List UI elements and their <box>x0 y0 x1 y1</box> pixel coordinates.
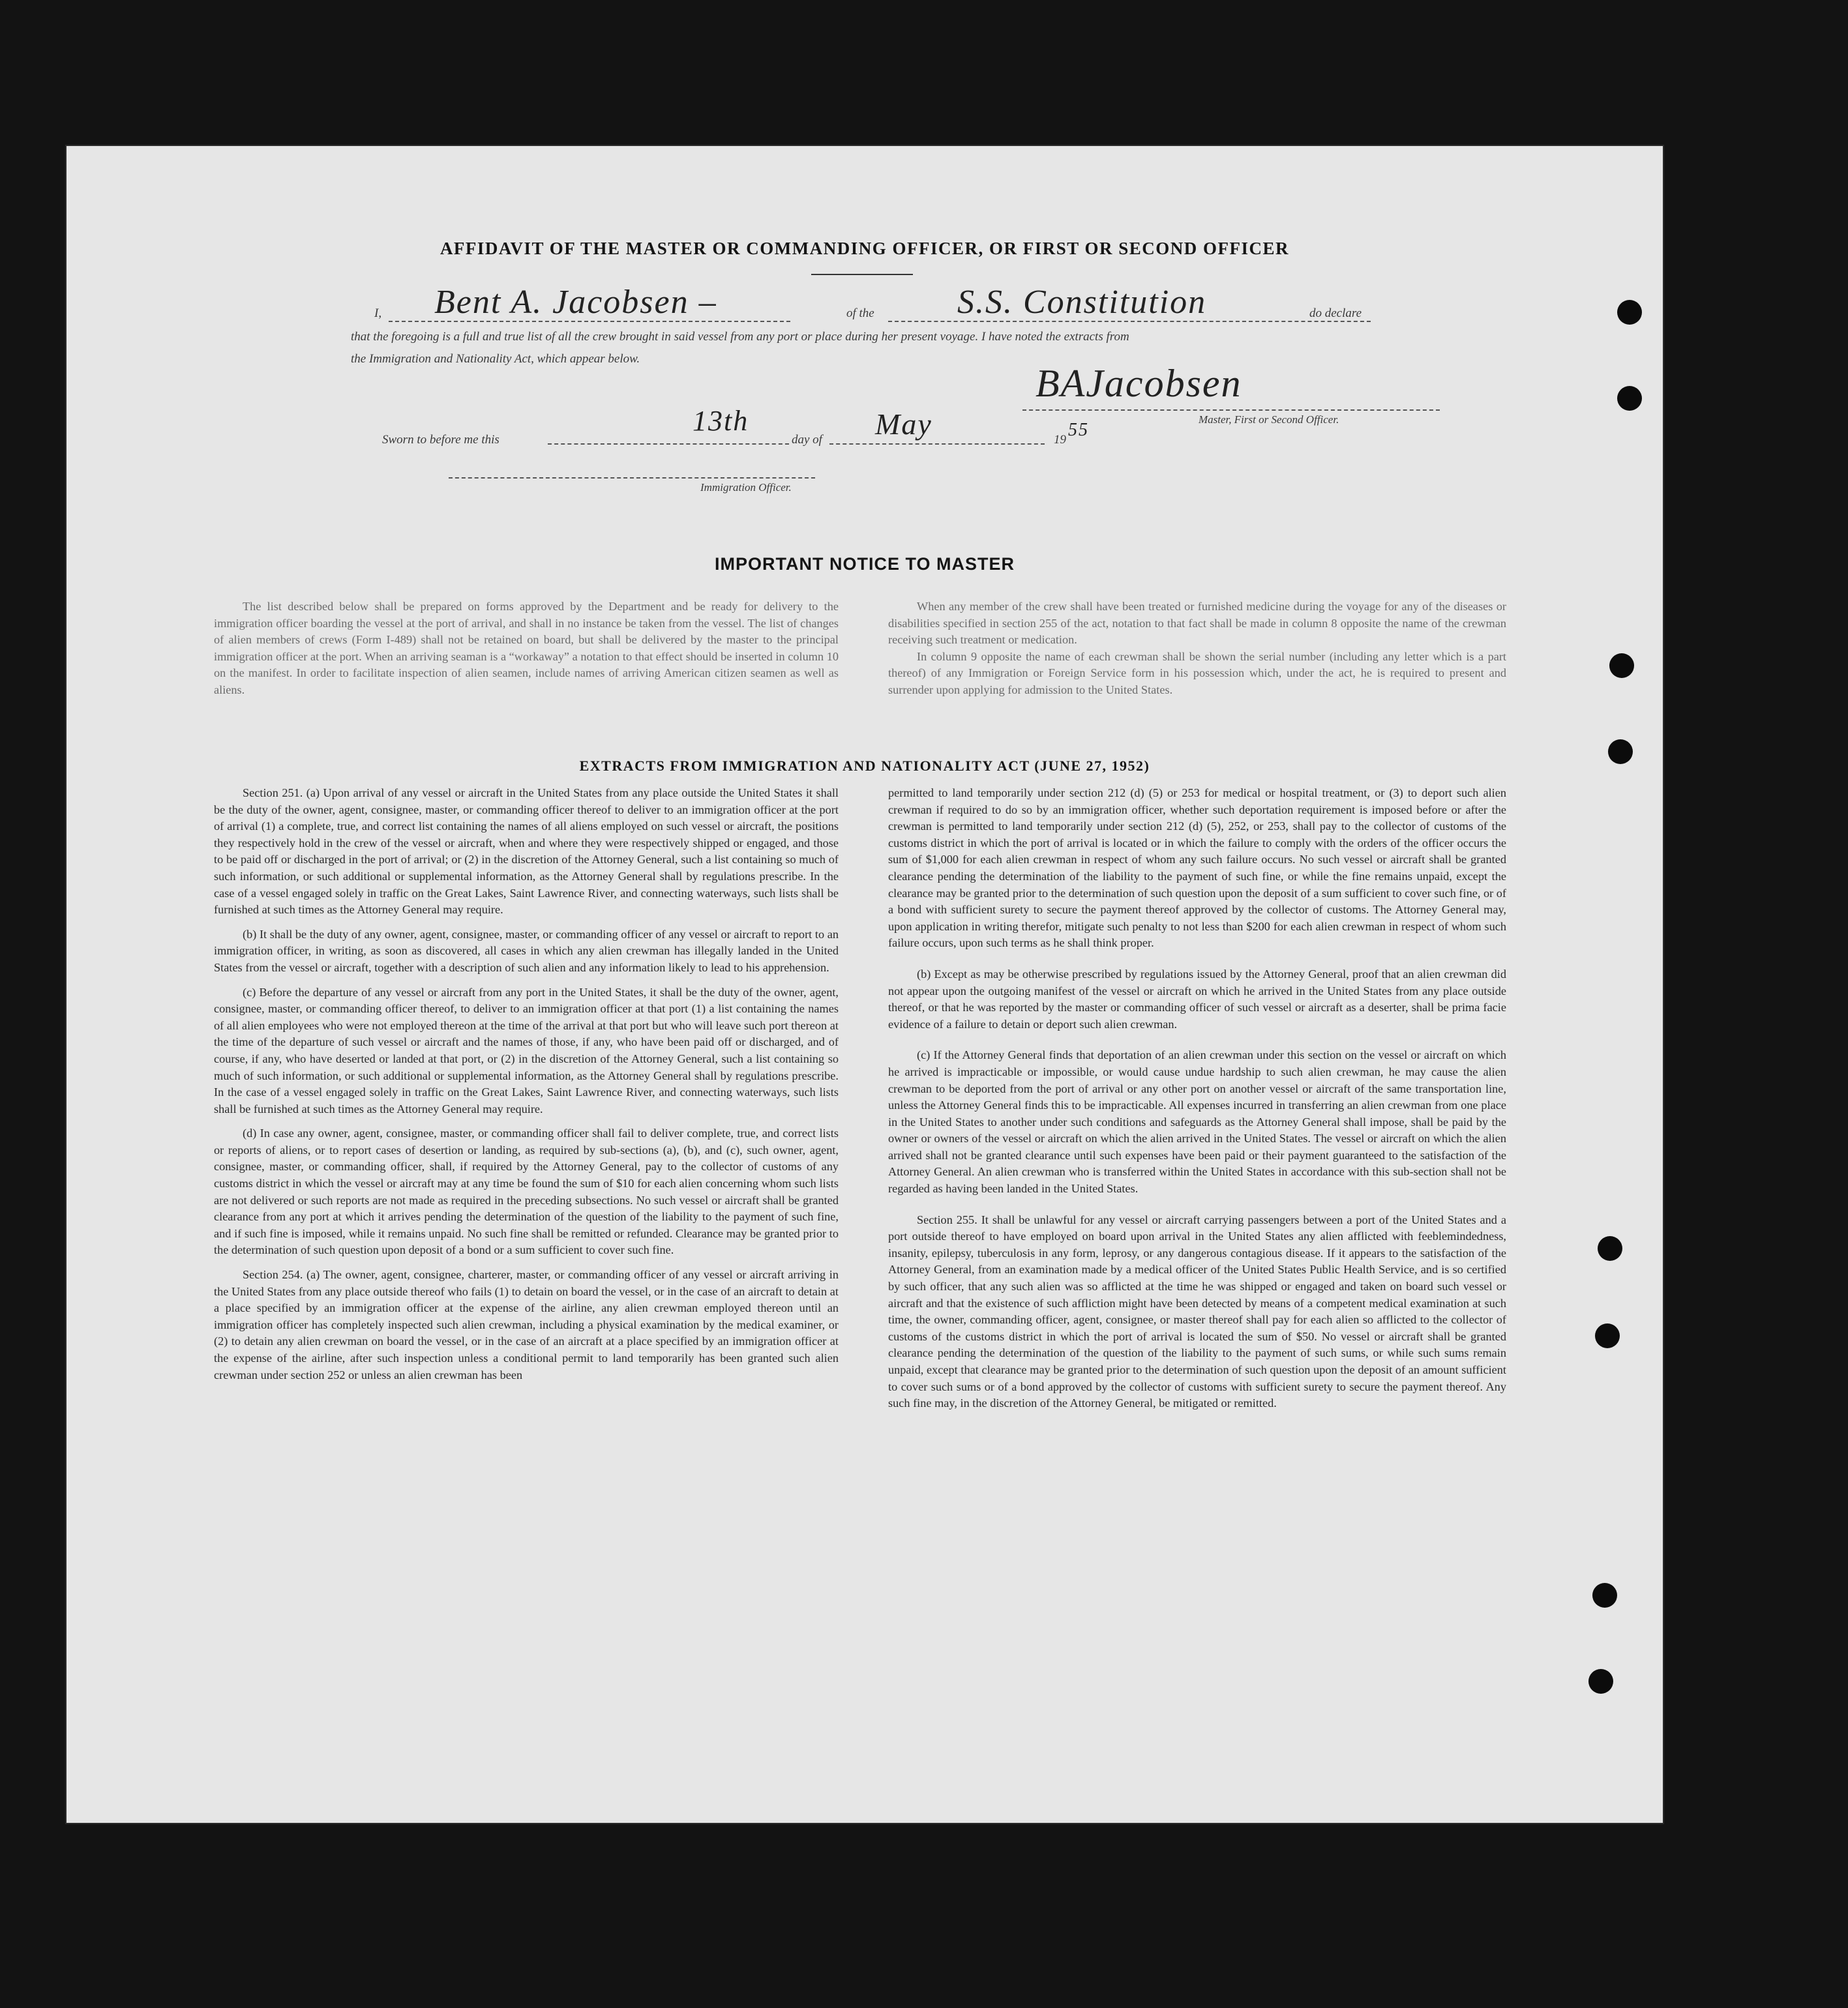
month-line <box>829 443 1045 445</box>
section-254-a: Section 254. (a) The owner, agent, consignee, charterer, master, or commanding officer of any vessel or aircraft arriving in the United States from any place outside thereof who fails (1) to detain on board the vessel, or in the case of an aircraft to detain at a place specified by an immigration officer at the expense of the airline, any alien crewman employed thereon until an immigration officer has completely inspected such alien crewman, including a physical examination by the medical examiner, or (2) to detain any alien crewman on board the vessel, or in the case of an aircraft at a place specified by an immigration officer at the expense of the airline, after such inspection unless a conditional permit to land temporarily has been granted such alien crewman under section 252 or unless an alien crewman has been <box>214 1268 839 1381</box>
sworn-month-handwritten: May <box>875 407 932 441</box>
notice-right-column <box>888 598 1506 699</box>
title-divider <box>811 274 913 275</box>
notice-left-column <box>214 598 839 699</box>
affidavit-title: AFFIDAVIT OF THE MASTER OR COMMANDING OFFICER, OR FIRST OR SECOND OFFICER <box>440 239 1290 258</box>
officer-line <box>449 477 815 479</box>
sworn-day-handwritten: 13th <box>693 405 749 437</box>
section-251-d: (d) In case any owner, agent, consignee, master, or commanding officer shall fail to deliver complete, true, and correct lists or reports of aliens, or to report cases of desertion or landing, as required by sub-sections (a), (b), and (c), such owner, agent, consignee, master, or commanding officer, shall, if required by the Attorney General, pay to the collector of customs of any customs district in which the vessel or aircraft may at any time be found the sum of $10 for each alien concerning whom such lists are not delivered or such reports are not made as required in the preceding subsections. No such vessel or aircraft shall be granted clearance from any port at which it arrives pending the determination of the question of the liability to the payment of such fine, and if such fine is imposed, while it remains unpaid. No such fine shall be remitted or refunded. Clearance may be granted prior to the determination of such question upon deposit of a bond or a sum sufficient to cover such fine. <box>214 1127 839 1257</box>
section-254-b: (b) Except as may be otherwise prescribed by regulations issued by the Attorney General, proof that an alien crewman did not appear upon the outgoing manifest of the vessel or aircraft on which he arrived in the United States from any place outside thereof, or that he was reported by the master or commanding officer of such vessel or aircraft as a deserter, shall be prima facie evidence of a failure to detain or deport such alien crewman. <box>888 967 1506 1031</box>
sworn-label: Sworn to before me this <box>382 433 499 447</box>
section-254-a-continued: permitted to land temporarily under section 212 (d) (5) or 253 for medical or hospital treatment, or (3) to deport such alien crewman if required to do so by an immigration officer, whether such deportation requirement is imposed before or after the crewman is permitted to land temporarily under section 212 (d) (5), 252, or 253, shall pay to the collector of customs of the customs district in which the port of arrival is located or in which the failure to comply with the orders of the officer occurs the sum of $1,000 for each alien crewman in respect of whom any such failure occurs. No such vessel or aircraft shall be granted clearance pending the determination of the liability to the payment of such fine, or while the fine remains unpaid, except the clearance may be granted prior to the determination of such question upon the deposit of a sum sufficient to cover such fine, or of a bond with sufficient surety to secure the payment thereof approved by the collector of customs. The Attorney General may, upon application in writing therefor, mitigate such penalty to not less than $200 for each alien crewman in respect of whom such failure occurs, upon such terms as he shall think proper. <box>888 786 1506 950</box>
document-page <box>67 146 1663 1823</box>
punch-hole <box>1598 1236 1622 1261</box>
punch-hole <box>1609 653 1634 678</box>
year-suffix-handwritten: 55 <box>1068 420 1089 440</box>
notice-title: IMPORTANT NOTICE TO MASTER <box>715 554 1015 574</box>
do-declare-label: do declare <box>1309 306 1362 320</box>
officer-label: Immigration Officer. <box>700 481 792 494</box>
day-line <box>548 443 789 445</box>
section-255: Section 255. It shall be unlawful for any vessel or aircraft carrying passengers between a port of the United States and a port outside thereof to have employed on board upon arrival in the United States any alien afflicted with feeblemindedness, insanity, epilepsy, tuberculosis in any form, leprosy, or any dangerous contagious disease. If it appears to the satisfaction of the Attorney General, from an examination made by a medical officer of the United States Public Health Service, and is so certified by such officer, that any such alien was so afflicted at the time he was shipped or engaged and taken on board such vessel or aircraft and that the existence of such affliction might have been detected by means of a competent medical examination at such time, the owner, commanding officer, agent, consignee, or master thereof shall pay for each alien so afflicted to the collector of customs of the customs district in which the port of arrival is located the sum of $50. No vessel or aircraft shall be granted clearance pending the determination of the question of the liability to the payment of such sums, or while such sums remain unpaid, except that clearance may be granted prior to the determination of such question upon the deposit of an amount sufficient to cover such sums or of a bond approved by the collector of customs with sufficient surety to secure the payment thereof. Any such fine may, in the discretion of the Attorney General, be mitigated or remitted. <box>888 1213 1506 1410</box>
section-251-b: (b) It shall be the duty of any owner, agent, consignee, master, or commanding officer of any vessel or aircraft to report to an immigration officer, in writing, as soon as discovered, all cases in which any alien crewman has illegally landed in the United States from the vessel or aircraft, together with a description of such alien and any information likely to lead to his apprehension. <box>214 927 839 974</box>
punch-hole <box>1595 1323 1620 1348</box>
extracts-left-column <box>214 785 839 1391</box>
section-251-c: (c) Before the departure of any vessel or aircraft from any port in the United States, it shall be the duty of the owner, agent, consignee, master, or commanding officer thereof, to deliver to an immigration officer at that port (1) a list containing the names of all alien employees who were not employed thereon at the time of the arrival at that port but who will leave such port thereon at the time of the departure of such vessel or aircraft and the names of those, if any, who have been paid off or discharged, and of course, if any, who have deserted or landed at that port, or (2) in the discretion of the Attorney General, such a list containing so much of such information, or such additional or supplemental information, as the Attorney General shall by regulations prescribe. In the case of a vessel engaged solely in traffic on the Great Lakes, Saint Lawrence River, and connecting waterways, such lists shall be furnished at such times as the Attorney General may require. <box>214 985 839 1115</box>
vessel-name-handwritten: S.S. Constitution <box>957 284 1207 321</box>
master-label: Master, First or Second Officer. <box>1199 413 1339 426</box>
section-251-a: Section 251. (a) Upon arrival of any vessel or aircraft in the United States from any place outside the United States it shall be the duty of the owner, agent, consignee, master, or commanding officer thereof to deliver to an immigration officer at the port of arrival (1) a complete, true, and correct list containing the names of all aliens employed on such vessel or aircraft, the positions they respectively hold in the crew of the vessel or aircraft, when and where they were respectively shipped or engaged, and those to be paid off or discharged in the port of arrival; or (2) in the discretion of the Attorney General, such a list containing so much of such information, or such additional or supplemental information, as the Attorney General shall by regulations prescribe. In the case of a vessel engaged solely in traffic on the Great Lakes, Saint Lawrence River, and connecting waterways, such lists shall be furnished at such times as the Attorney General may require. <box>214 786 839 917</box>
notice-right-paragraph-2: In column 9 opposite the name of each crewman shall be shown the serial number (including any letter which is a part thereof) of any Immigration or Foreign Service form in his possession which, under the act, he is required to present and surrender upon applying for admission to the United States. <box>888 649 1506 696</box>
punch-hole <box>1588 1669 1613 1694</box>
declaration-line-1: that the foregoing is a full and true list of all the crew brought in said vessel from any port or place during her present voyage. I have noted the extracts from <box>351 330 1129 344</box>
master-name-handwritten: Bent A. Jacobsen – <box>434 284 717 321</box>
signature-line <box>1022 409 1440 411</box>
master-signature: BAJacobsen <box>1036 362 1242 405</box>
extracts-title: EXTRACTS FROM IMMIGRATION AND NATIONALITY ACT (JUNE 27, 1952) <box>579 758 1150 774</box>
day-of-label: day of <box>792 433 822 447</box>
notice-right-paragraph-1: When any member of the crew shall have been treated or furnished medicine during the voyage for any of the diseases or disabilities specified in section 255 of the act, notation to that fact shall be made in column 8 opposite the name of the crewman receiving such treatment or medication. <box>888 600 1506 647</box>
pre-name-label: I, <box>374 306 382 320</box>
extracts-right-column <box>888 785 1506 1420</box>
punch-hole <box>1617 386 1642 411</box>
punch-hole <box>1608 739 1633 764</box>
notice-left-text: The list described below shall be prepared on forms approved by the Department and be ready for delivery to the immigration officer boarding the vessel at the port of arrival, and shall in no instance be taken from the vessel. The list of changes of alien members of crews (Form I-489) shall not be retained on board, but shall be delivered by the master to the principal immigration officer at the port. When an arriving seaman is a “workaway” a notation to that effect should be inserted in column 10 on the manifest. In order to facilitate inspection of alien seamen, include names of arriving American citizen seamen as well as aliens. <box>214 600 839 696</box>
punch-hole <box>1617 300 1642 325</box>
punch-hole <box>1592 1583 1617 1608</box>
of-the-label: of the <box>846 306 874 320</box>
section-254-c: (c) If the Attorney General finds that deportation of an alien crewman under this section on the vessel or aircraft on which he arrived is impracticable or impossible, or would cause undue hardship to such alien crewman, he may cause the alien crewman to be deported from the port of arrival or any other port on another vessel or aircraft of the same transportation line, unless the Attorney General finds this to be impracticable. All expenses incurred in transferring an alien crewman from one place in the United States to another under such conditions and safeguards as the Attorney General shall impose, shall be paid by the owner or owners of the vessel or aircraft on which the alien arrived in the United States. The vessel or aircraft on which the alien arrived shall not be granted clearance until such expenses have been paid or their payment guaranteed to the satisfaction of the Attorney General. An alien crewman who is transferred within the United States in accordance with this sub-section shall not be regarded as having been landed in the United States. <box>888 1048 1506 1196</box>
year-prefix: 19 <box>1054 433 1066 447</box>
declaration-line-2: the Immigration and Nationality Act, which appear below. <box>351 352 640 366</box>
